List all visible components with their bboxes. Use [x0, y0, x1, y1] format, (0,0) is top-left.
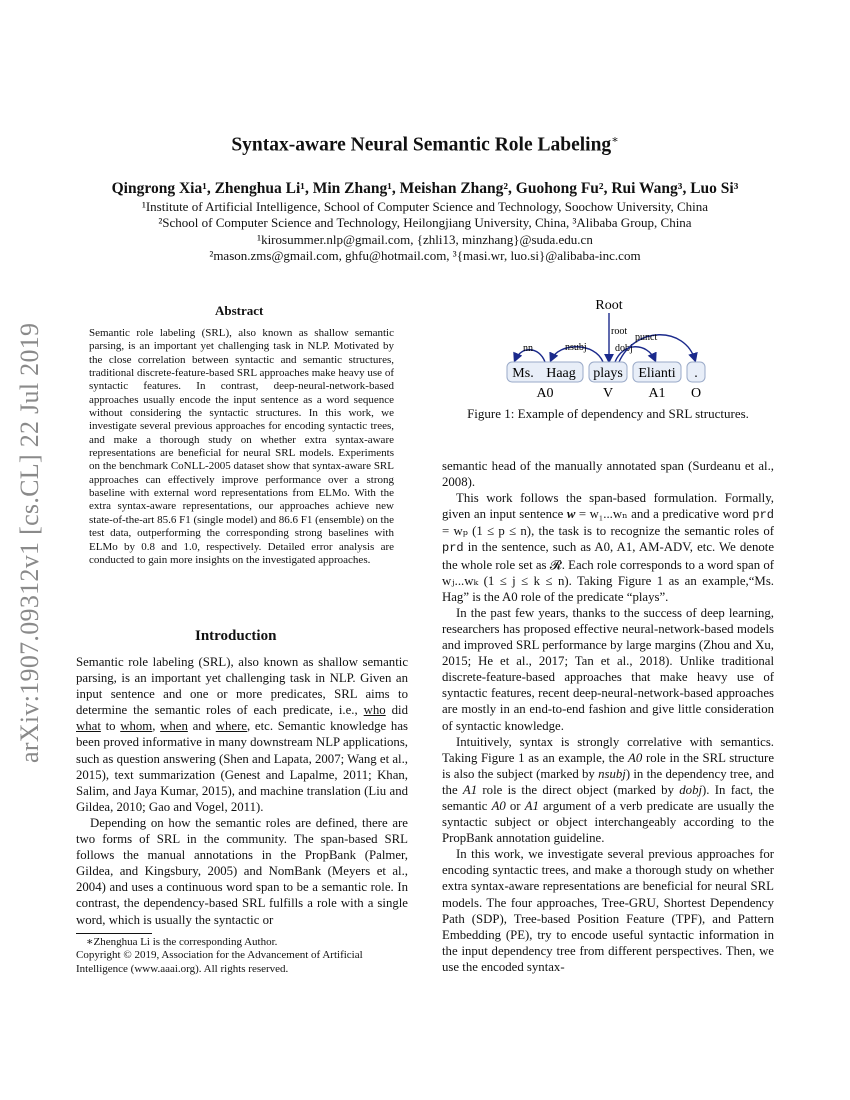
text-span: Intuitively, syntax is strongly correlative with semantics. Taking Figure 1 as an example, the [442, 734, 774, 765]
italic-a0: A0 [628, 750, 643, 765]
right-column-body [442, 458, 774, 975]
text-span: , [152, 719, 161, 734]
prd-symbol: prd [752, 508, 774, 523]
right-paragraph-0: semantic head of the manually annotated span (Surdeanu et al., 2008). [442, 459, 774, 490]
right-paragraph-2: In the past few years, thanks to the success of deep learning, researchers has proposed effective neural-network-based models and improved SRL performance by large margins (Zhou and Xu, 2015; He et al., 2017; Tan et al., 2018). Unlike traditional discrete-feature-based approaches that make heavy use of syntactic features, recent deep-neural-network-based approaches are mostly in an end-to-end fashion and give little consideration of syntactic knowledge. [442, 605, 774, 733]
root-label: Root [595, 298, 623, 313]
arc-label-root: root [611, 326, 628, 337]
intro-paragraph-2: Depending on how the semantic roles are defined, there are two forms of SRL in the community. The span-based SRL follows the manual annotations in the PropBank (Palmer, Gildea, and Kingsbury, 2005) and NomBank (Meyers et al., 2004) and uses a continuous word span to be a semantic role. In contrast, the dependency-based SRL fulfills a role with a single word, which is usually the syntactic or [76, 815, 408, 927]
email-line-1: ¹kirosummer.nlp@gmail.com, {zhli13, minzhang}@suda.edu.cn [257, 232, 593, 247]
italic-dobj: dobj [679, 782, 703, 797]
underlined-where: where [215, 719, 248, 734]
text-span: argument of a verb predicate are usually the syntactic subject or object interchangeably according to the PropBank annotation guideline. [442, 798, 774, 846]
underlined-who: who [363, 703, 386, 718]
arc-label-dobj: dobj [615, 343, 633, 354]
word-plays: plays [593, 366, 623, 381]
text-span: and [187, 719, 216, 734]
introduction-heading: Introduction [195, 628, 277, 644]
text-span: in the sentence, such as A0, A1, AM-ADV, etc. We denote the whole role set as 𝓡. Each role corresponds to a word span of wⱼ...wₖ (1 ≤ j ≤ k ≤ n). Taking Figure 1 as an example,“Ms. Hag” is the A0 role of the predicate “plays”. [442, 540, 774, 604]
right-paragraph-4: In this work, we investigate several previous approaches for encoding syntactic trees, and make a thorough study on whether extra syntax-aware representations are beneficial for neural SRL models. The four approaches, Tree-GRU, Shortest Dependency Path (SDP), Tree-based Position Feature (TPF), and Pattern Embedding (PE), try to encode useful syntactic information in the input dependency tree from different perspectives. Then, we use the encoded syntax- [442, 847, 774, 974]
text-span: did [385, 703, 408, 718]
footnotes [76, 936, 416, 976]
underlined-when: when [160, 719, 188, 734]
word-period: . [694, 366, 698, 381]
footnote-rule [76, 933, 152, 934]
role-a0: A0 [536, 386, 554, 401]
text-span: , etc. Semantic knowledge has been proved informative in many downstream NLP applications, such as question answering (Shen and Lapata, 2007; Wang et al., 2015), text summarization (Genest and Lapalme, 2011; Khan, Salim, and Jaya Kumar, 2015), and machine translation (Liu and Gildea, 2010; Gao and Vogel, 2011). [76, 719, 408, 814]
prd-symbol: prd [442, 541, 464, 556]
arc-label-nsubj: nsubj [565, 342, 587, 353]
affiliation-2: ²School of Computer Science and Technology, Heilongjiang University, China, ³Alibaba Group, China [158, 215, 692, 230]
underlined-what: what [76, 719, 101, 734]
dependency-figure [495, 294, 735, 402]
italic-nsubj: nsubj [598, 766, 626, 781]
left-column-body [76, 654, 408, 928]
email-line-2: ²mason.zms@gmail.com, ghfu@hotmail.com, ³{masi.wr, luo.si}@alibaba-inc.com [209, 248, 641, 263]
copyright-note: Copyright © 2019, Association for the Advancement of Artificial Intelligence (www.aaai.org). All rights reserved. [76, 949, 363, 975]
right-paragraph-3 [442, 734, 774, 847]
italic-a0: A0 [491, 798, 506, 813]
abstract-heading: Abstract [215, 303, 264, 318]
word-ms: Ms. [512, 366, 534, 381]
text-span: = wₚ (1 ≤ p ≤ n), the task is to recognize the semantic roles of [442, 524, 774, 539]
role-a1: A1 [648, 386, 666, 401]
text-span: to [100, 719, 121, 734]
text-span: role is the direct object (marked by [477, 782, 680, 797]
affiliation-1: ¹Institute of Artificial Intelligence, School of Computer Science and Technology, Soochow University, China [141, 199, 709, 214]
paper-title [0, 133, 850, 157]
text-span: This work follows the span-based formulation. Formally, given an input sentence [442, 491, 774, 522]
italic-a1: A1 [524, 798, 539, 813]
author-list: Qingrong Xia¹, Zhenghua Li¹, Min Zhang¹, Meishan Zhang², Guohong Fu², Rui Wang³, Luo Si³ [111, 180, 739, 197]
text-span: ). In fact, the semantic [442, 782, 774, 813]
math-w: w [566, 507, 576, 522]
text-span: role in the SRL structure is also the subject (marked by [442, 750, 774, 781]
word-haag: Haag [546, 366, 576, 381]
intro-paragraph-1 [76, 654, 408, 815]
corresponding-author-note: ∗Zhenghua Li is the corresponding Author. [86, 936, 278, 948]
arxiv-identifier: arXiv:1907.09312v1 [cs.CL] 22 Jul 2019 [15, 322, 44, 763]
title-footnote-mark: ∗ [611, 134, 619, 146]
right-paragraph-1 [442, 490, 774, 605]
word-elianti: Elianti [638, 366, 676, 381]
abstract-text: Semantic role labeling (SRL), also known as shallow semantic parsing, is an important yet challenging task in NLP. Motivated by the close correlation between syntactic and semantic structures, traditional discrete-feature-based SRL approaches make heavy use of syntactic features. In contrast, deep-neural-network-based approaches usually encode the input sentence as a word sequence without considering the syntactic structures. In this work, we investigate several previous approaches for encoding syntactic trees, and make a thorough study on whether extra syntax-aware representations are beneficial for neural SRL models. Experiments on the benchmark CoNLL-2005 dataset show that syntax-aware SRL approaches can effectively improve performance over a strong baseline with external word representations from ELMo. With the extra syntax-aware representations, our approaches achieve new state-of-the-art 85.6 F1 (single model) and 86.6 F1 (ensemble) on the test data, outperforming the corresponding strong baselines with ELMo by 0.8 and 1.0, respectively. Detailed error analysis are conducted to gain more insights on the investigated approaches. [89, 327, 394, 566]
title-text: Syntax-aware Neural Semantic Role Labeling [231, 134, 612, 156]
text-span: = w₁...wₙ and a predicative word [575, 507, 753, 522]
role-o: O [690, 386, 702, 401]
arc-label-nn: nn [523, 343, 533, 354]
arc-label-punct: punct [635, 332, 658, 343]
figure-caption: Figure 1: Example of dependency and SRL structures. [467, 406, 749, 421]
underlined-whom: whom [120, 719, 153, 734]
italic-a1: A1 [462, 782, 478, 797]
role-v: V [602, 386, 614, 401]
text-span: ) in the dependency tree, and the [442, 766, 774, 797]
text-span: Semantic role labeling (SRL), also known as shallow semantic parsing, is an important yet challenging task in NLP. Given an input sentence and one or more predicates, SRL aims to determine the semantic roles of each predicate, i.e., [76, 655, 408, 718]
text-span: or [505, 798, 525, 813]
